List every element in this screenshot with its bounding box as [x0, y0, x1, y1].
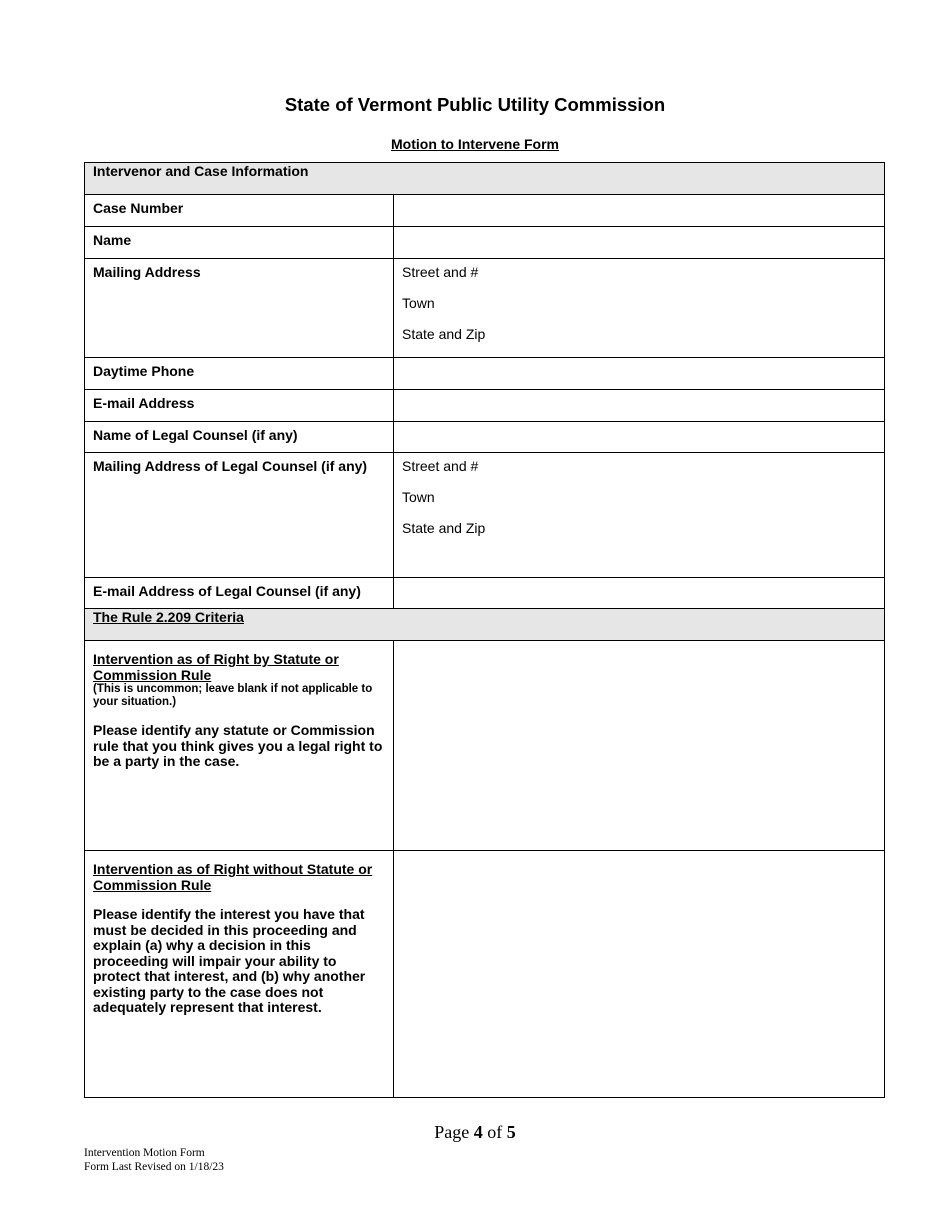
- counsel-name-label: Name of Legal Counsel (if any): [85, 422, 394, 453]
- counsel-address-field[interactable]: [394, 453, 885, 578]
- daytime-phone-field[interactable]: [394, 358, 885, 390]
- criterion1-instructions: Please identify any statute or Commission rule that you think gives you a legal right to be a party in the case.: [93, 722, 383, 769]
- intervention-form-table: [84, 162, 885, 1098]
- address-town-field[interactable]: Town: [402, 295, 435, 311]
- name-label: Name: [85, 227, 394, 259]
- mailing-address-label: Mailing Address: [85, 259, 394, 358]
- name-field[interactable]: [394, 227, 885, 259]
- counsel-email-row: [85, 578, 885, 609]
- counsel-address-row: [85, 453, 885, 578]
- case-number-field[interactable]: [394, 195, 885, 227]
- criterion2-response-field[interactable]: [394, 851, 885, 1098]
- daytime-phone-label: Daytime Phone: [85, 358, 394, 390]
- counsel-name-row: [85, 422, 885, 453]
- address-state-zip-field[interactable]: State and Zip: [402, 326, 486, 342]
- criterion2-row: [85, 851, 885, 1098]
- form-subtitle: [0, 136, 950, 152]
- counsel-town-field[interactable]: Town: [402, 489, 435, 505]
- section-heading-intervenor: Intervenor and Case Information: [85, 163, 885, 195]
- criterion1-title: Intervention as of Right by Statute or Commission Rule: [93, 651, 339, 683]
- section-header-row: [85, 163, 885, 195]
- criterion1-note: (This is uncommon; leave blank if not applicable to your situation.): [93, 683, 373, 708]
- section-heading-criteria: [85, 609, 885, 641]
- criterion2-title: Intervention as of Right without Statute or Commission Rule: [93, 861, 373, 893]
- total-pages: 5: [506, 1122, 516, 1142]
- criterion2-instructions: Please identify the interest you have that must be decided in this proceeding and explain (a) why a decision in this proceeding will impair your ability to protect that interest, and (b) why another existing party to the case does not adequately represent that interest.: [93, 906, 366, 1015]
- email-label: E-mail Address: [85, 390, 394, 422]
- current-page: 4: [473, 1122, 483, 1142]
- document-footer: [84, 1146, 224, 1174]
- counsel-address-label: Mailing Address of Legal Counsel (if any): [85, 453, 394, 578]
- criterion1-row: [85, 641, 885, 851]
- name-row: [85, 227, 885, 259]
- address-street-field[interactable]: Street and #: [402, 264, 479, 280]
- of-word: of: [487, 1122, 503, 1142]
- mailing-address-field[interactable]: [394, 259, 885, 358]
- criteria-heading-text: The Rule 2.209 Criteria: [93, 609, 244, 625]
- email-field[interactable]: [394, 390, 885, 422]
- counsel-state-zip-field[interactable]: State and Zip: [402, 520, 486, 536]
- page-title: State of Vermont Public Utility Commission: [284, 94, 666, 115]
- criterion2-label-cell: [85, 851, 394, 1098]
- form-subtitle-text: Motion to Intervene Form: [391, 136, 559, 152]
- case-number-row: [85, 195, 885, 227]
- page-number: [0, 1122, 950, 1143]
- footer-form-name: Intervention Motion Form: [84, 1147, 205, 1159]
- counsel-email-label: E-mail Address of Legal Counsel (if any): [85, 578, 394, 609]
- footer-revision-date: Form Last Revised on 1/18/23: [84, 1161, 224, 1173]
- page-word: Page: [434, 1122, 470, 1142]
- mailing-address-row: [85, 259, 885, 358]
- email-row: [85, 390, 885, 422]
- case-number-label: Case Number: [85, 195, 394, 227]
- counsel-street-field[interactable]: Street and #: [402, 458, 479, 474]
- daytime-phone-row: [85, 358, 885, 390]
- criteria-header-row: [85, 609, 885, 641]
- counsel-email-field[interactable]: [394, 578, 885, 609]
- counsel-name-field[interactable]: [394, 422, 885, 453]
- criterion1-response-field[interactable]: [394, 641, 885, 851]
- criterion1-label-cell: [85, 641, 394, 851]
